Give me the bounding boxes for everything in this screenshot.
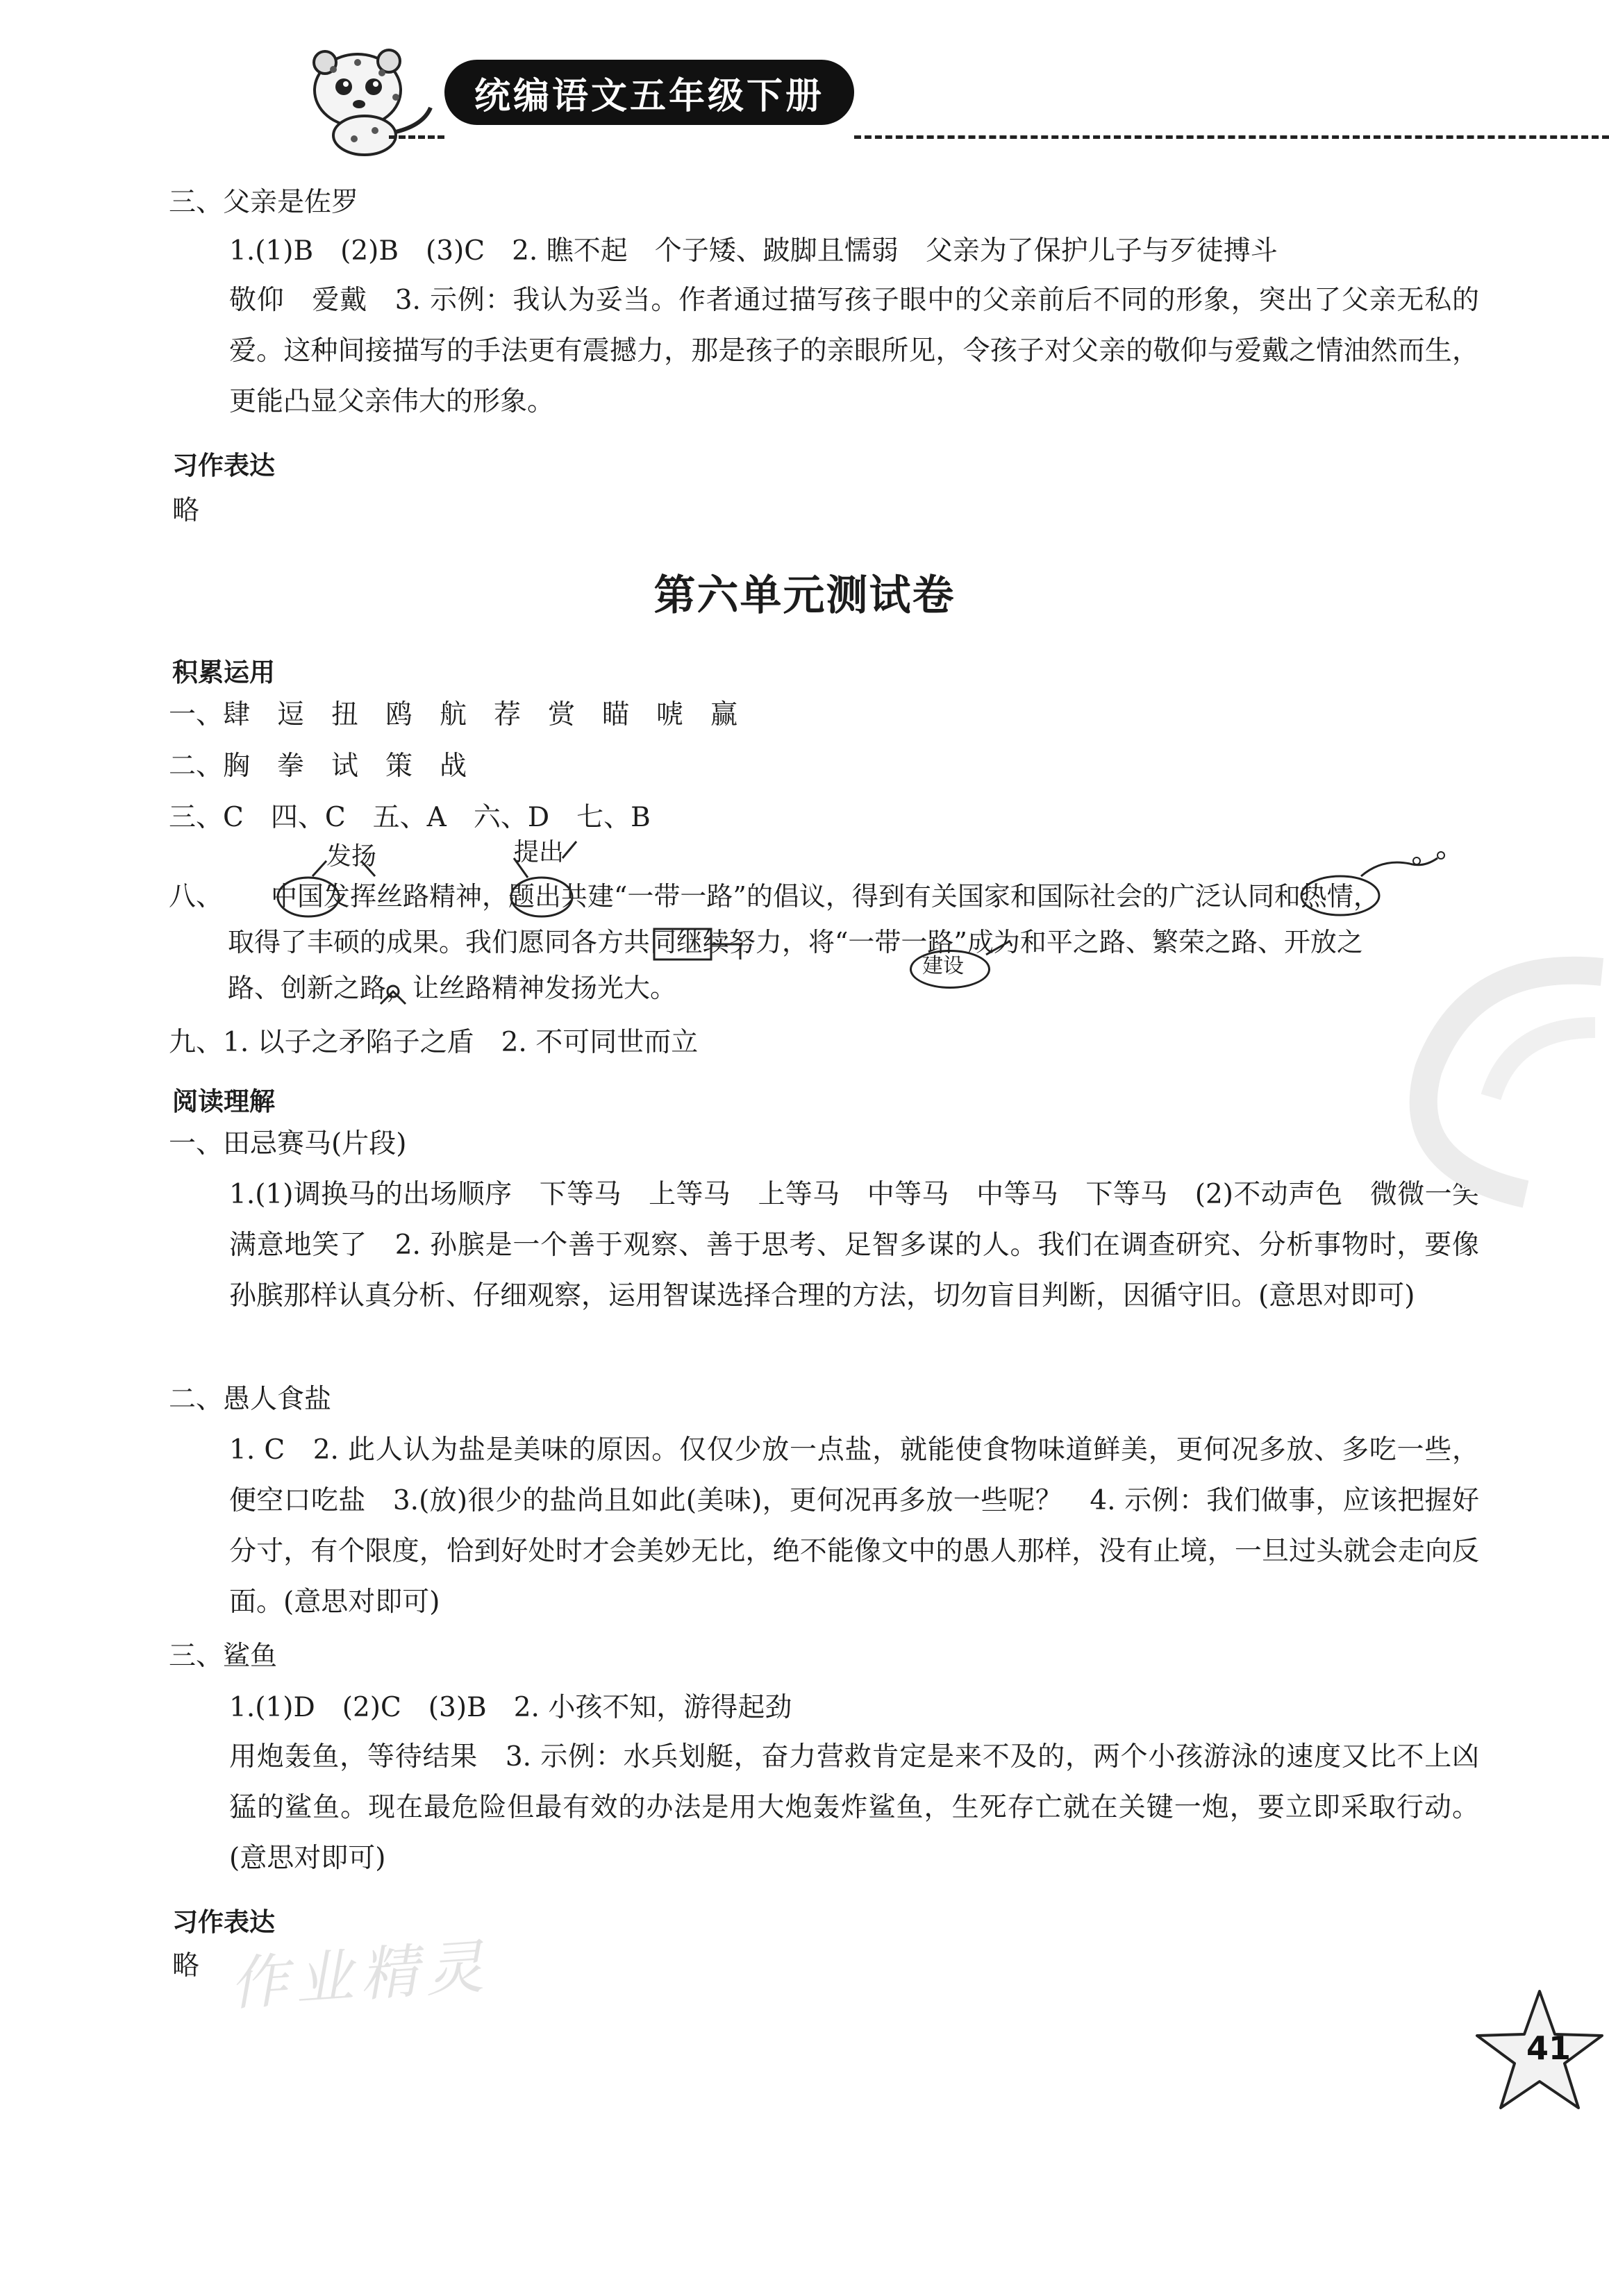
proofreading-marks: [0, 0, 1609, 1041]
section-heading: 习作表达: [172, 1907, 275, 1937]
answer-line: 1.(1)B (2)B (3)C 2. 瞧不起 个子矮、跛脚且懦弱 父亲为了保护儿子与歹徒搏斗: [229, 235, 1278, 267]
answer-line: 取得了丰硕的成果。我们愿同各方共同继续努力，将“一带一路”成为和平之路、繁荣之路、开放之: [228, 927, 1363, 957]
answer-line: 路、创新之路，让丝路精神发扬光大。: [228, 973, 677, 1003]
answer-line: 九、1. 以子之矛陷子之盾 2. 不可同世而立: [169, 1027, 699, 1058]
answer-line: 1.(1)D (2)C (3)B 2. 小孩不知，游得起劲: [229, 1692, 792, 1723]
answer-paragraph: 1. C 2. 此人认为盐是美味的原因。仅仅少放一点盐，就能使食物味道鲜美，更何况多放、多吃一些，便空口吃盐 3.(放)很少的盐尚且如此(美味)，更何况再多放一些呢？ 4. 示例：我们做事，应该把握好分寸，有个限度，恰到好处时才会美妙无比，绝不能像文中的愚人那样，没有止境，一旦过头就会走向反面。(意思对即可): [229, 1434, 1479, 1618]
section-heading: 三、鲨鱼: [169, 1641, 278, 1672]
answer-paragraph: 用炮轰鱼，等待结果 3. 示例：水兵划艇，奋力营救肯定是来不及的，两个小孩游泳的速度又比不上凶猛的鲨鱼。现在最危险但最有效的办法是用大炮轰炸鲨鱼，生死存亡就在关键一炮，要立即采取行动。(意思对即可): [229, 1741, 1479, 1874]
section-heading: 三、父亲是佐罗: [169, 187, 359, 218]
answer-line: 二、胸 拳 试 策 战: [169, 751, 467, 782]
correction-mark: 建设: [922, 954, 964, 978]
section-heading: 阅读理解: [172, 1087, 275, 1116]
watermark: 作业精灵: [227, 1932, 493, 2018]
section-heading: 积累运用: [172, 657, 275, 687]
section-heading: 二、愚人食盐: [169, 1384, 332, 1415]
page-title: 第六单元测试卷: [653, 571, 956, 620]
answer-text: 略: [172, 495, 200, 526]
section-heading: 一、田忌赛马(片段): [169, 1128, 407, 1159]
answer-text: 略: [172, 1950, 200, 1981]
answer-line: 三、C 四、C 五、A 六、D 七、B: [169, 802, 651, 833]
answer-line: 一、肆 逗 扭 鸥 航 荐 赏 瞄 唬 赢: [169, 699, 738, 730]
decorative-swirl: [1387, 944, 1609, 1222]
section-heading: 习作表达: [172, 451, 275, 480]
question-label: 八、: [169, 881, 224, 912]
correction-mark: 提出: [514, 838, 565, 866]
page-number: 41: [1526, 2029, 1572, 2067]
answer-paragraph: 1.(1)调换马的出场顺序 下等马 上等马 上等马 中等马 中等马 下等马 (2)不动声色 微微一笑 满意地笑了 2. 孙膑是一个善于观察、善于思考、足智多谋的人。我们在调查研究、分析事物时，要像孙膑那样认真分析、仔细观察，运用智谋选择合理的方法，切勿盲目判断，因循守旧。(意思对即可): [229, 1179, 1507, 1312]
correction-mark: 发扬: [326, 842, 377, 871]
answer-line: 中国发挥丝路精神，题出共建“一带一路”的倡议，得到有关国家和国际社会的广泛认同和热情，: [271, 881, 1380, 912]
answer-paragraph: 敬仰 爱戴 3. 示例：我认为妥当。作者通过描写孩子眼中的父亲前后不同的形象，突出了父亲无私的爱。这种间接描写的手法更有震撼力，那是孩子的亲眼所见，令孩子对父亲的敬仰与爱戴之情油然而生，更能凸显父亲伟大的形象。: [229, 285, 1479, 417]
header-title: 统编语文五年级下册: [444, 60, 854, 125]
